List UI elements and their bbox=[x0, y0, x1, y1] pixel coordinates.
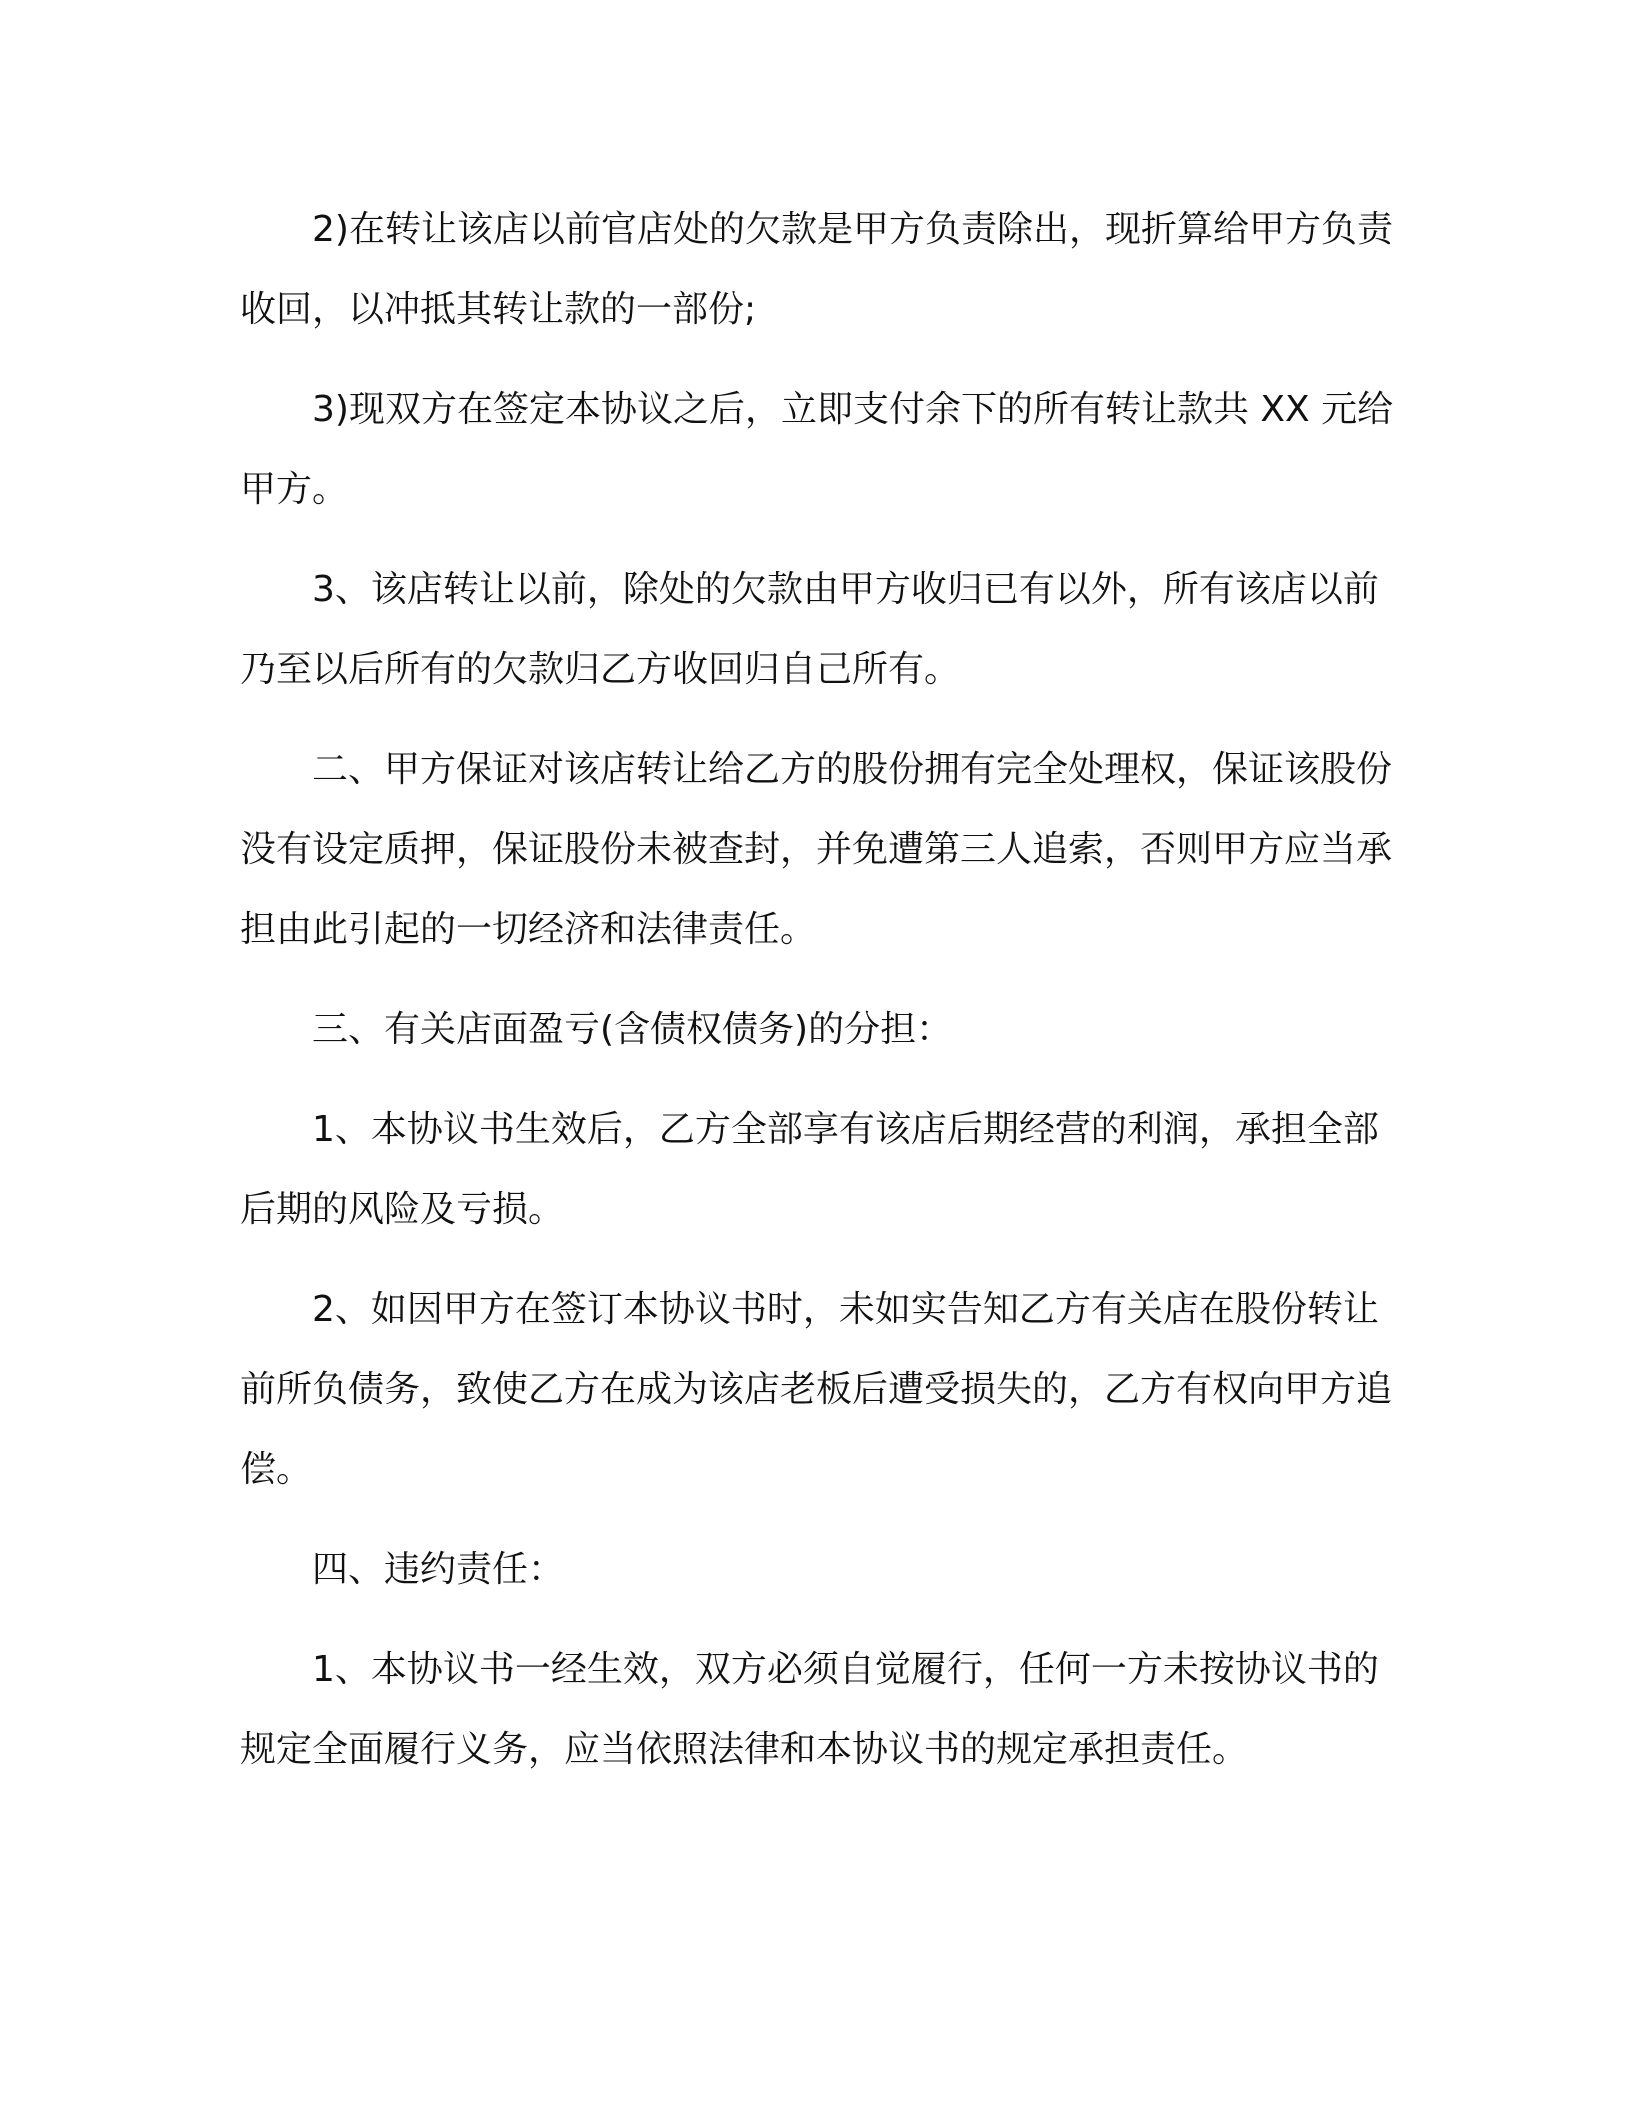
paragraph-item-3: 3)现双方在签定本协议之后，立即支付余下的所有转让款共 XX 元给甲方。 bbox=[240, 389, 1394, 510]
paragraph-section-4-item-1: 1、本协议书一经生效，双方必须自觉履行，任何一方未按协议书的规定全面履行义务，应当依照法律和本协议书的规定承担责任。 bbox=[240, 1649, 1379, 1770]
section-heading-4: 四、违约责任： bbox=[312, 1549, 565, 1590]
paragraph-section-2: 二、甲方保证对该店转让给乙方的股份拥有完全处理权，保证该股份没有设定质押，保证股份未被查封，并免遭第三人追索，否则甲方应当承担由此引起的一切经济和法律责任。 bbox=[240, 749, 1393, 950]
section-heading-3: 三、有关店面盈亏(含债权债务)的分担： bbox=[312, 1009, 953, 1050]
paragraph-section-3-item-1: 1、本协议书生效后，乙方全部享有该店后期经营的利润，承担全部后期的风险及亏损。 bbox=[240, 1109, 1379, 1230]
paragraph-section-3-item-2: 2、如因甲方在签订本协议书时，未如实告知乙方有关店在股份转让前所负债务，致使乙方在成为该店老板后遭受损失的，乙方有权向甲方追偿。 bbox=[240, 1289, 1393, 1490]
paragraph-item-2: 2)在转让该店以前官店处的欠款是甲方负责除出，现折算给甲方负责收回，以冲抵其转让款的一部份; bbox=[240, 209, 1393, 330]
document-body bbox=[240, 190, 1400, 1810]
paragraph-clause-3: 3、该店转让以前，除处的欠款由甲方收归已有以外，所有该店以前乃至以后所有的欠款归乙方收回归自己所有。 bbox=[240, 569, 1379, 690]
